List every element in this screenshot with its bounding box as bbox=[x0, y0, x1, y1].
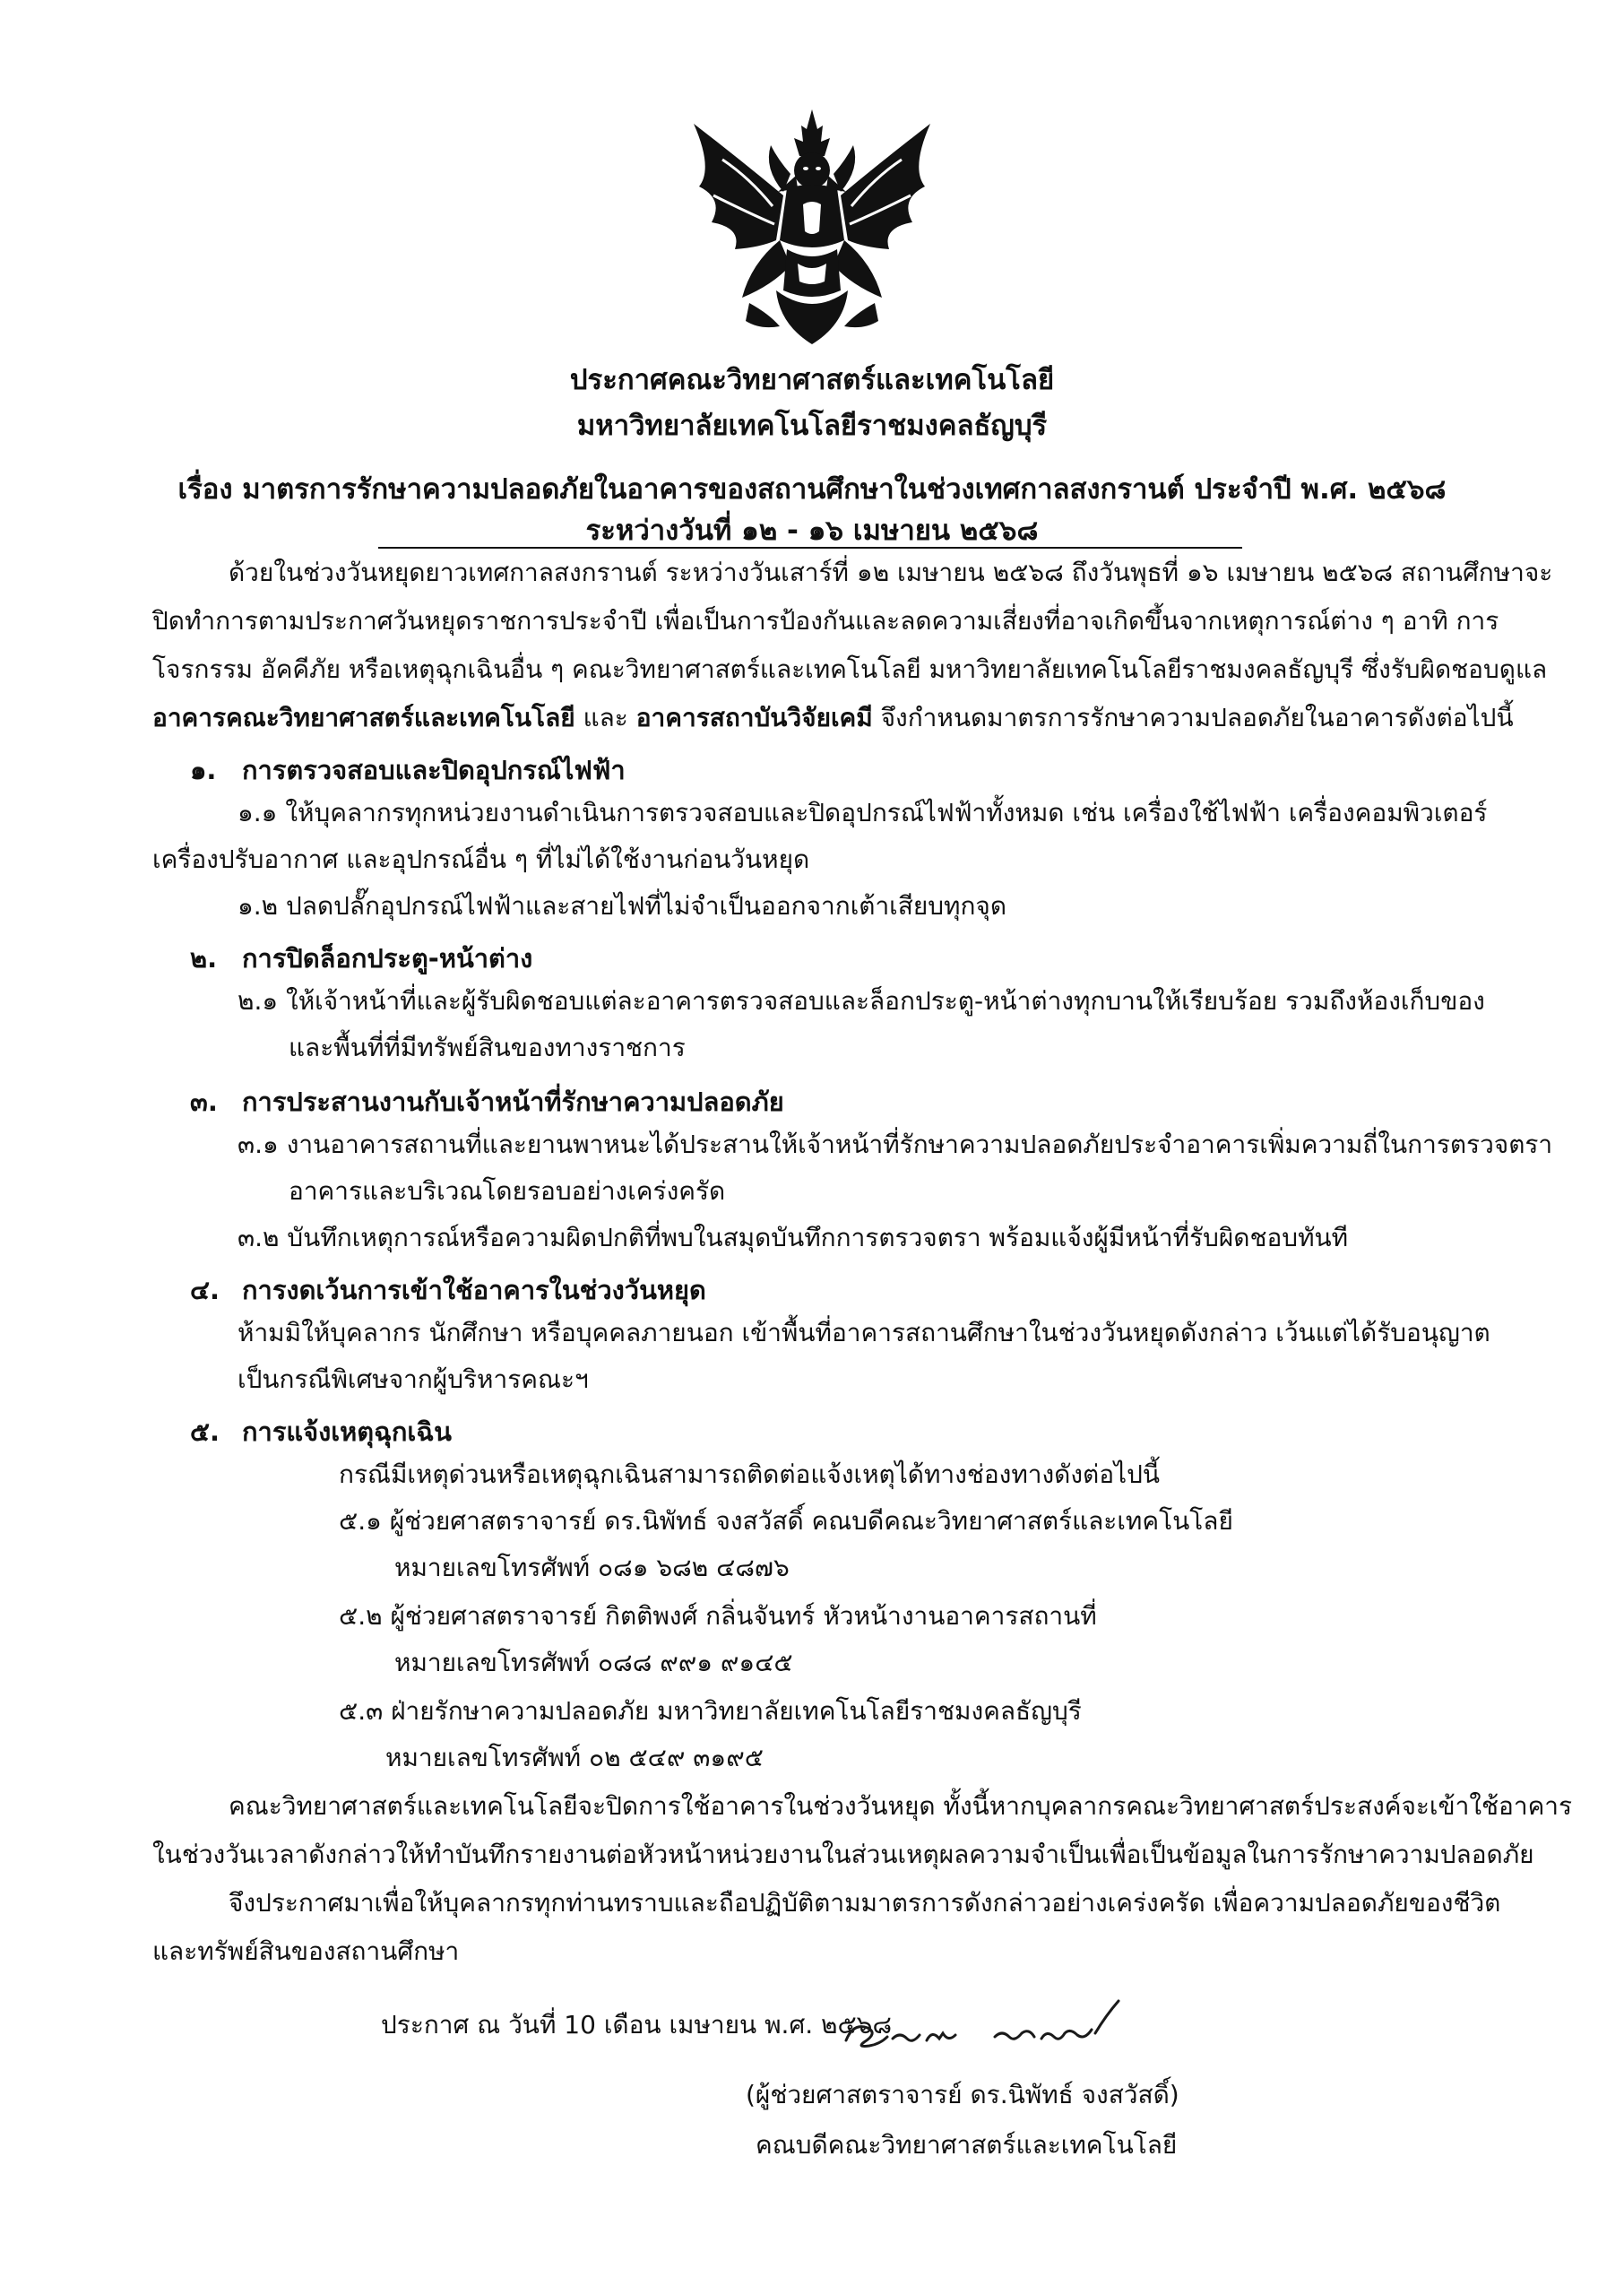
section-1-title: การตรวจสอบและปิดอุปกรณ์ไฟฟ้า bbox=[242, 755, 626, 785]
section-5-number: ๕. bbox=[190, 1416, 220, 1447]
item-3-2: ๓.๒ บันทึกเหตุการณ์หรือความผิดปกติที่พบในสมุดบันทึกการตรวจตรา พร้อมแจ้งผู้มีหน้าที่รับผิดชอบทันที bbox=[238, 1223, 1349, 1252]
item-1-2: ๑.๒ ปลดปลั๊กอุปกรณ์ไฟฟ้าและสายไฟที่ไม่จำเป็นออกจากเต้าเสียบทุกจุด bbox=[238, 891, 1007, 921]
announcement-period: ระหว่างวันที่ ๑๒ - ๑๖ เมษายน ๒๕๖๘ bbox=[585, 515, 1039, 547]
building-name-chemistry: อาคารสถาบันวิจัยเคมี bbox=[635, 703, 873, 732]
item-1-1-line-2: เครื่องปรับอากาศ และอุปกรณ์อื่น ๆ ที่ไม่ได้ใช้งานก่อนวันหยุด bbox=[152, 844, 810, 874]
section-5-title: การแจ้งเหตุฉุกเฉิน bbox=[242, 1416, 452, 1447]
intro-line-1: ด้วยในช่วงวันหยุดยาวเทศกาลสงกรานต์ ระหว่างวันเสาร์ที่ ๑๒ เมษายน ๒๕๖๘ ถึงวันพุธที่ ๑๖ เมษายน ๒๕๖๘ สถานศึกษาจะ bbox=[229, 558, 1553, 587]
intro-line-3: โจรกรรม อัคคีภัย หรือเหตุฉุกเฉินอื่น ๆ คณะวิทยาศาสตร์และเทคโนโลยี มหาวิทยาลัยเทคโนโลยีราชมงคลธัญบุรี ซึ่งรับผิดชอบดูแล bbox=[152, 654, 1548, 684]
item-3-1-line-2: อาคารและบริเวณโดยรอบอย่างเคร่งครัด bbox=[289, 1176, 726, 1206]
announcement-issuer: ประกาศคณะวิทยาศาสตร์และเทคโนโลยี bbox=[569, 364, 1055, 396]
contact-2-phone: หมายเลขโทรศัพท์ ๐๘๘ ๙๙๑ ๙๑๔๕ bbox=[394, 1648, 793, 1677]
contact-1-phone: หมายเลขโทรศัพท์ ๐๘๑ ๖๘๒ ๔๘๗๖ bbox=[394, 1553, 790, 1582]
section-1-number: ๑. bbox=[190, 755, 217, 785]
contact-3-phone: หมายเลขโทรศัพท์ ๐๒ ๕๔๙ ๓๑๙๕ bbox=[385, 1743, 764, 1772]
announcement-subject: เรื่อง มาตรการรักษาความปลอดภัยในอาคารของสถานศึกษาในช่วงเทศกาลสงกรานต์ ประจำปี พ.ศ. ๒๕๖๘ bbox=[177, 473, 1447, 506]
section-4-line-1: ห้ามมิให้บุคลากร นักศึกษา หรือบุคคลภายนอก เข้าพื้นที่อาคารสถานศึกษาในช่วงวันหยุดดังกล่าว เว้นแต่ได้รับอนุญาต bbox=[238, 1318, 1490, 1347]
garuda-emblem-icon bbox=[687, 106, 937, 348]
section-4-line-2: เป็นกรณีพิเศษจากผู้บริหารคณะฯ bbox=[238, 1364, 589, 1394]
item-2-1-line-1: ๒.๑ ให้เจ้าหน้าที่และผู้รับผิดชอบแต่ละอาคารตรวจสอบและล็อกประตู-หน้าต่างทุกบานให้เรียบร้อย รวมถึงห้องเก็บของ bbox=[238, 986, 1485, 1016]
university-name: มหาวิทยาลัยเทคโนโลยีราชมงคลธัญบุรี bbox=[576, 410, 1048, 442]
closing-line-1: คณะวิทยาศาสตร์และเทคโนโลยีจะปิดการใช้อาคารในช่วงวันหยุด ทั้งนี้หากบุคลากรคณะวิทยาศาสตร์ประสงค์จะเข้าใช้อาคาร bbox=[229, 1791, 1573, 1821]
contact-1-name: ๕.๑ ผู้ช่วยศาสตราจารย์ ดร.นิพัทธ์ จงสวัสดิ์ คณบดีคณะวิทยาศาสตร์และเทคโนโลยี bbox=[339, 1506, 1233, 1536]
handwritten-signature bbox=[834, 1997, 1138, 2069]
item-1-1-line-1: ๑.๑ ให้บุคลากรทุกหน่วยงานดำเนินการตรวจสอบและปิดอุปกรณ์ไฟฟ้าทั้งหมด เช่น เครื่องใช้ไฟฟ้า เครื่องคอมพิวเตอร์ bbox=[238, 798, 1488, 827]
header-divider bbox=[378, 547, 1242, 549]
section-3-number: ๓. bbox=[190, 1087, 218, 1117]
closing-line-4: และทรัพย์สินของสถานศึกษา bbox=[152, 1936, 460, 1966]
section-3-title: การประสานงานกับเจ้าหน้าที่รักษาความปลอดภัย bbox=[242, 1087, 784, 1117]
section-2-number: ๒. bbox=[190, 943, 218, 974]
section-4-title: การงดเว้นการเข้าใช้อาคารในช่วงวันหยุด bbox=[242, 1275, 706, 1305]
section-4-number: ๔. bbox=[190, 1275, 220, 1305]
section-2-title: การปิดล็อกประตู-หน้าต่าง bbox=[242, 943, 533, 974]
intro-line-4: อาคารคณะวิทยาศาสตร์และเทคโนโลยี และ อาคารสถาบันวิจัยเคมี จึงกำหนดมาตรการรักษาความปลอดภัยในอาคารดังต่อไปนี้ bbox=[152, 703, 1514, 732]
signatory-name: (ผู้ช่วยศาสตราจารย์ ดร.นิพัทธ์ จงสวัสดิ์) bbox=[746, 2080, 1179, 2109]
closing-line-3: จึงประกาศมาเพื่อให้บุคลากรทุกท่านทราบและถือปฏิบัติตามมาตรการดังกล่าวอย่างเคร่งครัด เพื่อความปลอดภัยของชีวิต bbox=[229, 1888, 1501, 1918]
building-name-science: อาคารคณะวิทยาศาสตร์และเทคโนโลยี bbox=[152, 703, 575, 732]
item-2-1-line-2: และพื้นที่ที่มีทรัพย์สินของทางราชการ bbox=[289, 1033, 686, 1062]
closing-line-2: ในช่วงวันเวลาดังกล่าวให้ทำบันทึกรายงานต่อหัวหน้าหน่วยงานในส่วนเหตุผลความจำเป็นเพื่อเป็นข้อมูลในการรักษาความปลอดภัย bbox=[152, 1840, 1534, 1869]
signatory-position: คณบดีคณะวิทยาศาสตร์และเทคโนโลยี bbox=[756, 2130, 1178, 2160]
item-3-1-line-1: ๓.๑ งานอาคารสถานที่และยานพาหนะได้ประสานให้เจ้าหน้าที่รักษาความปลอดภัยประจำอาคารเพิ่มความถี่ในการตรวจตรา bbox=[238, 1130, 1553, 1159]
section-5-lead: กรณีมีเหตุด่วนหรือเหตุฉุกเฉินสามารถติดต่อแจ้งเหตุได้ทางช่องทางดังต่อไปนี้ bbox=[339, 1459, 1161, 1489]
intro-line-2: ปิดทำการตามประกาศวันหยุดราชการประจำปี เพื่อเป็นการป้องกันและลดความเสี่ยงที่อาจเกิดขึ้นจากเหตุการณ์ต่าง ๆ อาทิ การ bbox=[152, 606, 1499, 636]
contact-3-name: ๕.๓ ฝ่ายรักษาความปลอดภัย มหาวิทยาลัยเทคโนโลยีราชมงคลธัญบุรี bbox=[339, 1696, 1082, 1726]
announcement-date: ประกาศ ณ วันที่ 10 เดือน เมษายน พ.ศ. ๒๕๖๘ bbox=[381, 2010, 893, 2040]
contact-2-name: ๕.๒ ผู้ช่วยศาสตราจารย์ กิตติพงศ์ กลิ่นจันทร์ หัวหน้างานอาคารสถานที่ bbox=[339, 1601, 1097, 1631]
